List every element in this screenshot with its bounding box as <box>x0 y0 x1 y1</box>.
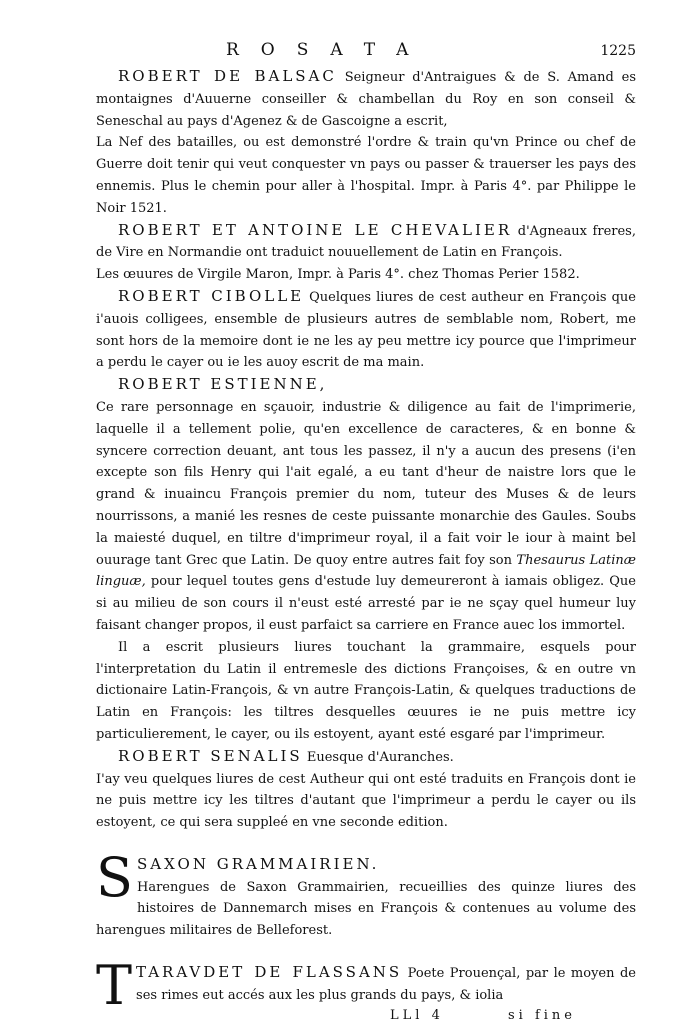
entry-saxon <box>96 845 636 942</box>
italic-title: Thesaurus Latinæ linguæ, <box>96 552 636 590</box>
entry-works: Les œuures de Virgile Maron, Impr. à Paris 4°. chez Thomas Perier 1582. <box>96 267 580 283</box>
entry-works: Il a escrit plusieurs liures touchant la grammaire, esquels pour l'interpretation du Latin il entremesle des dictions Françoises, & en outre vn dictionaire Latin-François, & vn autre François-Latin, & quelques traductions de Latin en François: les tiltres desquelles œuures ie ne puis mettre icy particulierement, le cayer, ou ils estoyent, ayant esté esgaré par l'imprimeur. <box>96 639 636 742</box>
document-page <box>96 40 637 1023</box>
drop-cap: S <box>96 845 133 909</box>
drop-cap: T <box>96 954 133 1018</box>
entry-cibolle <box>96 286 636 374</box>
entry-works: I'ay veu quelques liures de cest Autheur qui ont esté traduits en François dont ie ne puis mettre icy les tiltres d'autant que l'imprimeur a perdu le cayer ou ils estoyent, ce qui sera suppleé en vne seconde edition. <box>96 771 636 831</box>
entry-heading: ROBERT DE BALSAC <box>118 67 337 85</box>
catchword: si fine <box>508 1007 576 1023</box>
signature-mark: LLl 4 <box>390 1007 444 1023</box>
entry-text: Ce rare personnage en sçauoir, industrie & diligence au fait de l'imprimerie, laquelle il a tellement polie, qu'en excellence de caracteres, & en bonne & syncere correction deuant, ant tous les passez, il n'y a aucun des presens (i'en excepte son fils Henry qui l'ait egalé, a eu tant d'heur de naistre lors que le grand & inuaincu François premier du nom, tuteur des Muses & de leurs nourrissons, a manié les resnes de ceste puissante monarchie des Gaules. Soubs la maiesté duquel, en tiltre d'imprimeur royal, il a fait voir le iour à maint bel ouurage tant Grec que Latin. De quoy entre autres fait foy son Thesaurus Latinæ linguæ, pour lequel toutes gens d'estude luy demeureront à iamais obligez. Que si au milieu de son cours il n'eust esté arresté par ie ne sçay quel humeur luy faisant changer propos, il eust parfaict sa carriere en France auec los immortel. <box>96 399 636 633</box>
entry-text: Seigneur d'Antraigues & de S. Amand es montaignes d'Auuerne conseiller & chambellan du Roy en son conseil & Seneschal au pays d'Agenez & de Gascoigne a escrit, <box>96 70 637 129</box>
entry-heading: ROBERT ET ANTOINE LE CHEVALIER <box>118 220 513 239</box>
entry-works: La Nef des batailles, ou est demonstré l'ordre & train qu'vn Prince ou chef de Guerre doit tenir qui veut conquester vn pays ou passer & trauerser les pays des ennemis. Plus le chemin pour aller à l'hospital. Impr. à Paris 4°. par Philippe le Noir 1521. <box>96 135 636 216</box>
entry-heading: ROBERT SENALIS <box>118 746 303 765</box>
entry-text: Poete Prouençal, par le moyen de ses rimes eut accés aux les plus grands du pays, & iolia <box>136 966 636 1003</box>
footer-line <box>96 1005 636 1026</box>
entry-text: Quelques liures de cest autheur en François que i'auois colligees, ensemble de plusieurs autres de semblable nom, Robert, me sont hors de la memoire dont ie ne les ay peu mettre icy pource que l'imprimeur a perdu le cayer ou ie les auoy escrit de ma main. <box>96 289 636 371</box>
running-head <box>96 40 636 66</box>
entry-heading: ROBERT ESTIENNE, <box>118 375 328 394</box>
running-title: ROSATA <box>226 40 431 60</box>
entry-heading: TARAVDET DE FLASSANS <box>136 963 403 982</box>
entry-estienne <box>96 374 636 397</box>
entry-heading: ROBERT CIBOLLE <box>118 286 305 305</box>
entry-chevalier <box>96 220 636 265</box>
entry-heading: SAXON GRAMMAIRIEN. <box>137 854 380 873</box>
entry-text: d'Agneaux freres, de Vire en Normandie ont traduict nouuellement de Latin en François. <box>96 223 636 261</box>
entry-text: Euesque d'Auranches. <box>306 749 454 765</box>
entry-balsac <box>96 66 636 132</box>
entry-text: Harengues de Saxon Grammairien, recueillies des quinze liures des histoires de Dannemarch mises en François & contenues au volume des harengues militaires de Belleforest. <box>96 879 636 939</box>
page-number: 1225 <box>600 43 636 59</box>
entry-senalis <box>96 746 636 769</box>
